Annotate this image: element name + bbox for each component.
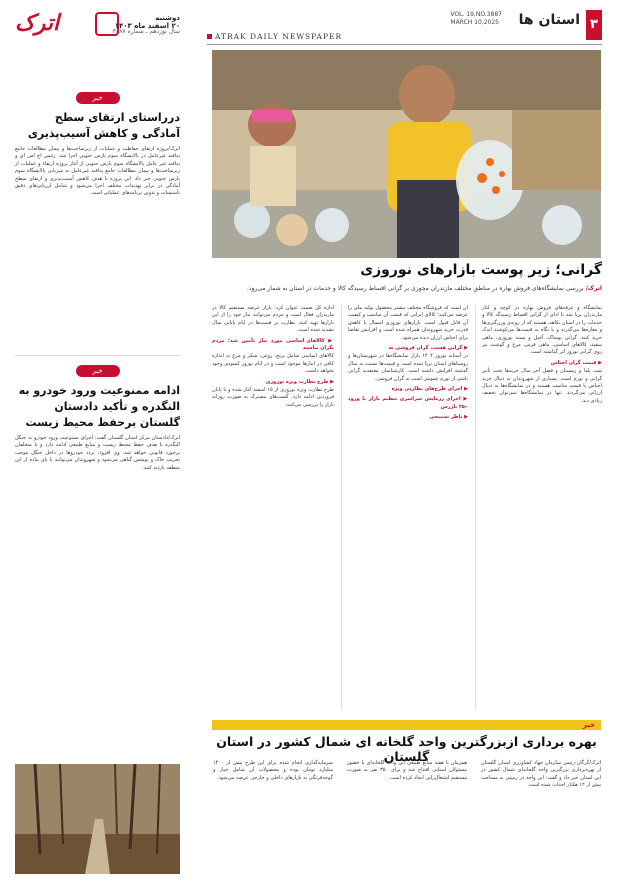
news-tag: خبر [76, 92, 120, 104]
caption-label: اترک/ [585, 285, 602, 292]
date-fa-text: ۲۰ اسفند ماه ۱۴۰۳ [114, 22, 180, 30]
story-text: اترک/دادستان مرکز استان گلستان گفت: اجرای ممنوعیت ورود خودرو به جنگل النگدره با هدف حفظ محیط زیست و منابع طبیعی ادامه دارد و با متخلفان برخورد قانونی خواهد شد. وی افزود: تردد خودروها در داخل جنگل موجب تخریب خاک و پوشش گیاهی می‌شود و شهروندان می‌توانند با پای پیاده از این منطقه بازدید کنند. [15, 435, 180, 471]
issue-meta [450, 11, 502, 27]
volume-label: VOL. 19,NO.3887 [450, 11, 502, 18]
lead-text-right-2: شب یلدا و زمستان و فصل آخر سال خریدها تحت تأثیر گرانی و تورم است. بسیاری از شهروندان به دنبال خرید اجناس با قیمت مناسب هستند و در نمایشگاه‌ها به دنبال ارزانی می‌گردند. تنها در نمایشگاه‌ها نمی‌توان تخفیف زیادی دید. [482, 368, 602, 404]
story-text: اترک/پروژه ارتقای حفاظت و عملیات از زیرساخت‌ها و پیمان مطالعات جامع پدافند غیرعامل در پالایشگاه سوم پارس جنوبی اجرا شد. رئیس اچ اس ای و پدافند غیر عامل پالایشگاه سوم پارس جنوبی از آغاز پروژه ارتقاء و عملیات از زیرساخت‌ها و پیمان مطالعات جامع پدافند غیرعامل به میزبانی پالایشگاه سوم پارس جنوبی خبر داد. این پروژه با هدف کاهش آسیب‌پذیری و ارتقای سطح آمادگی در برابر تهدیدات مختلف اجرا می‌شود و شامل ارزیابی‌های دقیق تأسیسات و تدوین برنامه‌های عملیاتی است. [15, 146, 180, 197]
story-title: ادامه ممنوعیت ورود خودرو به النگدره و تأکید دادستان گلستان برحفظ محیط زیست [18, 384, 180, 429]
left-story-1 [15, 92, 180, 198]
lead-photo [212, 50, 601, 258]
column-divider [341, 305, 342, 710]
caption-text: بررسی نمایشگاه‌های فروش بهاره در مناطق مختلف مازندران مجوزی بر گرانی اقساط رسیدگه کالا و خدمات در استان به شمار می‌رود. [246, 285, 584, 292]
subheading: ▶ کالاهای اساسی مورد نیاز تأمین شد؛ مردم نگران نباشند [212, 338, 334, 353]
lead-text-left-2: کالاهای اساسی شامل برنج، روغن، شکر و مرغ به اندازه کافی در انبارها موجود است و در ایام نوروز کمبودی وجود نخواهد داشت. [212, 353, 334, 375]
logo: اترک [15, 10, 60, 36]
section-title: استان ها [518, 12, 580, 28]
lead-text-right: نمایشگاه و غرفه‌های فروش بهاره در کوچه و کنار مازندران برپا شد تا ادای از گرانی اقساط رسیدگه کالا و خدمات را در استان بکاهد. هستند که از رویه‌ی وزن‌گیری‌ها و مغازه‌ها می‌گذرند و با نگاه به قیمت‌ها می‌کوشند اندک خرید کنند. گرانی پوشاک، آجیل و پسته نوروزی، ماهی سفید، کالاهای اساسی، ماهی قرمز، مرغ و گوشت نیز روی گرانی نوروز اثر گذاشته است. [482, 305, 602, 356]
bottom-news [212, 720, 601, 875]
subheading: ▶ ناظر تسبیحی [348, 414, 468, 421]
news-tag: خبر [76, 365, 120, 377]
lead-text-middle-2: در آستانه نوروز ۱۴۰۴ بازار نمایشگاه‌ها در شهرستان‌ها و روستاهای استان برپا شده است و قیمت‌ها نسبت به سال گذشته افزایش داشته است. کارشناسان معتقدند گرانی ناشی از تورم عمومی است نه گران فروشی. [348, 353, 469, 382]
masthead [207, 10, 602, 42]
subheading: ▶ طرح نظارت ویژه نوروزی [212, 379, 334, 386]
issue-number: سال نوزدهم ـ شماره ۳۸۸۷ [112, 28, 180, 35]
bottom-column-2: همزمان با هفته منابع طبیعی این واحد گلخانه‌ای با حضور مسئولان استانی افتتاح شد و برای ۳۵۰ نفر به صورت مستقیم اشتغال‌زایی ایجاد کرده است. [347, 760, 467, 781]
lead-caption [213, 284, 602, 293]
lead-headline: گرانی؛ زیر پوست بازارهای نوروزی [360, 262, 602, 278]
lead-text-middle: ان است که فروشگاه مختلف بیشتر محصول تولید ملی را عرضه می‌کنند؛ کالای ایرانی که قیمت آن مناسب و کیفیت آن قابل قبول است. بازارهای نوروزی امسال با کاهش قدرت خرید شهروندان همراه شده است و افزایش تقاضا برای اجناس ارزان دیده می‌شود. [348, 305, 468, 341]
lead-column-left [212, 305, 334, 409]
bottom-column-1: اترک/گرگان-رئیس سازمان جهاد کشاورزی استان گلستان از بهره‌برداری بزرگترین واحد گلخانه‌ای شمال کشور در این استان خبر داد و گفت: این واحد در زمینی به مساحت بیش از ۱۲ هکتار احداث شده است. [481, 760, 601, 789]
date-en: MARCH 10,2025 [450, 19, 499, 26]
weekday: دوشنبه [155, 14, 180, 22]
bottom-column-3: سرمایه‌گذاری انجام شده برای این طرح بیش از ۱۴۰۰ میلیارد تومان بوده و محصولات آن شامل خیار و گوجه‌فرنگی به بازارهای داخلی و خارجی عرضه می‌شود. [213, 760, 333, 781]
page-number: ۳ [586, 10, 602, 40]
subheading: ▶ اجرای طرح‌های نظارتی ویژه [348, 386, 468, 393]
lead-column-middle [348, 305, 468, 423]
left-story-2 [15, 365, 180, 472]
logo-block [15, 10, 180, 52]
lead-text-left-3: طرح نظارت ویژه نوروزی از ۱۵ اسفند آغاز شده و تا پایان فروردین ادامه دارد. گشت‌های مشترک به صورت روزانه بازار را بررسی می‌کنند. [212, 387, 335, 408]
forest-photo [15, 764, 180, 874]
story-divider [15, 355, 180, 356]
subheading: ▶ اجرای رزمایش سراسری تنظیم بازار با ورود ۳۵۰ بازرس [348, 396, 468, 411]
lead-text-left: اداره کل صمت عنوان کرد: بازار عرضه مستقیم کالا در مازندران فعال است و مردم می‌توانند نیاز خود را از این بازارها تهیه کنند. نظارت بر قیمت‌ها در ایام پایانی سال تشدید شده است. [212, 305, 334, 334]
news-tag: خبر [582, 721, 595, 729]
masthead-rule [207, 44, 602, 45]
paper-name: ATRAK DAILY NEWSPAPER [207, 32, 342, 41]
column-divider [475, 305, 476, 710]
subheading: ▶ قیمت گران اجناس [482, 360, 602, 367]
bottom-title: بهره برداری ازبزرگترین واحد گلخانه ای شمال کشور در استان گلستان [216, 734, 597, 764]
story-title: درراستای ارتقای سطح آمادگی و کاهش آسیب‌پذیری [27, 111, 180, 140]
lead-column-right [482, 305, 602, 405]
news-band [212, 720, 601, 730]
subheading: ▶ گرانی هست، گران فروشی نه [348, 345, 468, 352]
